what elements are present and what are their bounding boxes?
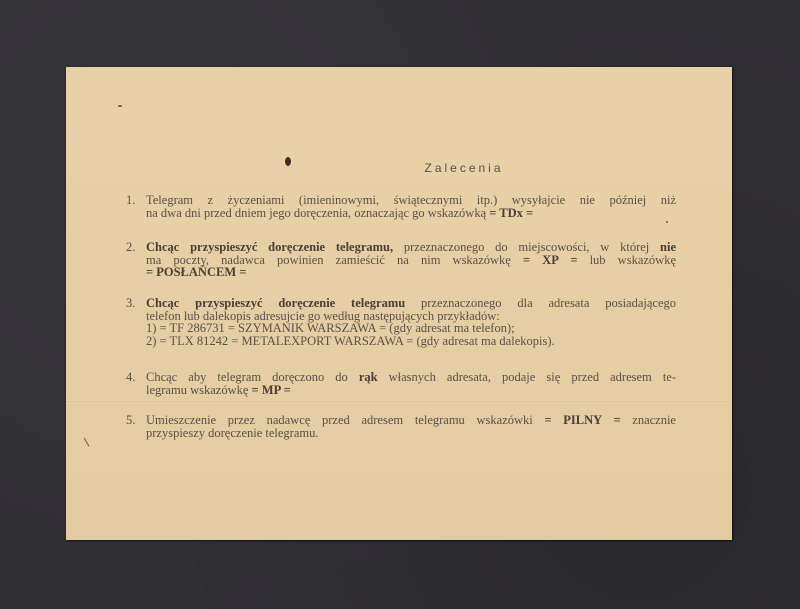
example-phone: 1) = TF 286731 = SZYMANIK WARSZAWA = (gdy adresat ma telefon); [146, 321, 515, 335]
item-text: na dwa dni przed dniem jego doręczenia, oznaczając go wskazówką [146, 205, 490, 220]
item-line: Telegram z życzeniami (imieninowymi, świątecznymi itp.) wysyłajcie nie później niż [146, 193, 676, 207]
item-number: 5. [126, 413, 136, 427]
item-text: znacznie [620, 413, 676, 427]
recommendation-item-5 [126, 414, 676, 439]
item-line [146, 207, 676, 220]
item-number: 3. [126, 296, 136, 310]
recommendation-item-4 [126, 371, 676, 396]
item-bold-text: Chcąc przyspieszyć doręczenie telegramu, [146, 240, 394, 254]
code-tdx: = TDx = [489, 205, 534, 220]
item-text: legramu wskazówkę [146, 382, 252, 397]
item-line [146, 384, 676, 397]
item-text: Chcąc aby telegram doręczono do [146, 370, 359, 384]
item-text: przeznaczonego dla adresata posiadającego [405, 296, 677, 310]
paper-speck [118, 105, 122, 107]
item-bold-text: rąk [358, 370, 378, 384]
code-mp: = MP = [251, 382, 291, 397]
telegram-form-back [66, 67, 732, 540]
item-line [146, 414, 676, 427]
document-title: Zalecenia [424, 161, 504, 175]
code-poslancem: = POSŁAŃCEM = [146, 265, 247, 279]
paper-speck [666, 221, 668, 223]
item-text: przeznaczonego do miejscowości, w której [393, 240, 661, 254]
code-pilny: = PILNY = [544, 413, 621, 427]
item-line [146, 266, 676, 279]
item-text: własnych adresata, podaje się przed adresem te- [377, 370, 677, 384]
item-text: lub wskazówkę [577, 252, 676, 267]
paper-speck [84, 437, 90, 446]
item-text: Umieszczenie przez nadawcę przed adresem telegramu wskazówki [146, 413, 545, 427]
item-line: przyspieszy doręczenie telegramu. [146, 425, 319, 440]
item-number: 2. [126, 240, 136, 254]
example-telex: 2) = TLX 81242 = METALEXPORT WARSZAWA = (gdy adresat ma dalekopis). [146, 333, 555, 348]
item-number: 1. [126, 193, 136, 207]
item-line: telefon lub dalekopis adresujcie go według następujących przykładów: [146, 308, 500, 323]
recommendation-item-1 [126, 194, 676, 219]
code-xp: = XP = [522, 252, 578, 267]
recommendation-item-2 [126, 241, 676, 279]
recommendation-item-3 [126, 297, 676, 347]
paper-fold-line [66, 400, 732, 402]
item-line [146, 297, 676, 310]
item-number: 4. [126, 370, 136, 384]
item-bold-text: Chcąc przyspieszyć doręczenie telegramu [146, 296, 406, 310]
item-text: ma poczty, nadawca powinien zamieścić na nim wskazówkę [146, 252, 523, 267]
item-bold-text: nie [660, 240, 676, 254]
